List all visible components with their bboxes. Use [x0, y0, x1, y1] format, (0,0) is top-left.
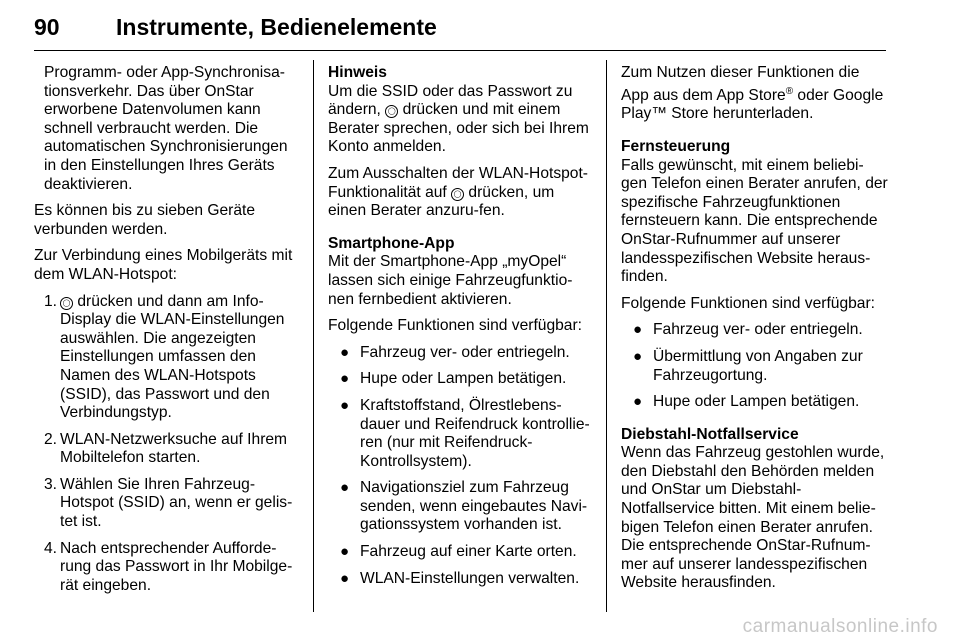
- bullet-icon: ●: [633, 321, 643, 339]
- list-item: [34, 540, 302, 596]
- theft-heading: Diebstahl-Notfallservice: [621, 425, 799, 443]
- step-number: 3.: [44, 475, 58, 493]
- note-text-b: drücken und mit einem Berater sprechen, oder sich bei Ihrem Konto anmelden.: [328, 101, 589, 156]
- bullet-text: WLAN-Einstellungen verwalten.: [360, 569, 580, 587]
- bullet-icon: ●: [633, 347, 643, 365]
- step-text: WLAN-Netzwerksuche auf Ihrem Mobiltelefon starten.: [60, 430, 288, 467]
- app-heading: Smartphone-App: [328, 234, 455, 252]
- list-item: [328, 370, 592, 389]
- bullet-icon: ●: [340, 370, 350, 388]
- onstar-service-icon: ◯: [385, 105, 398, 118]
- bullet-text: Kraftstoffstand, Ölrestlebens-dauer und Reifendruck kontrollie-ren (nur mit Reifendruck-Kontrollsystem).: [360, 396, 590, 470]
- column-3: [621, 64, 889, 601]
- remote-functions-list: [621, 321, 889, 411]
- devices-paragraph: Es können bis zu sieben Geräte verbunden werden.: [34, 202, 256, 238]
- bullet-icon: ●: [340, 343, 350, 361]
- functions-intro: Folgende Funktionen sind verfügbar:: [621, 294, 875, 312]
- bullet-text: Hupe oder Lampen betätigen.: [360, 370, 567, 388]
- list-item: [621, 321, 889, 340]
- connect-intro: Zur Verbindung eines Mobilgeräts mit dem WLAN-Hotspot:: [34, 247, 293, 283]
- column-2: [328, 64, 592, 596]
- bullet-icon: ●: [340, 569, 350, 587]
- app-store-text-b: oder Google Play™ Store herunterladen.: [621, 86, 884, 123]
- list-item: [621, 393, 889, 412]
- app-functions-list: [328, 344, 592, 589]
- connection-steps: [34, 293, 302, 596]
- bullet-icon: ●: [340, 396, 350, 414]
- bullet-text: Fahrzeug ver- oder entriegeln.: [653, 321, 863, 339]
- column-divider-1: [313, 60, 314, 612]
- list-item: [328, 344, 592, 363]
- column-1: [34, 64, 302, 603]
- bullet-text: Übermittlung von Angaben zur Fahrzeugortung.: [653, 347, 863, 384]
- step-text: Wählen Sie Ihren Fahrzeug-Hotspot (SSID) an, wenn er gelis-tet ist.: [60, 475, 293, 531]
- page-number: 90: [34, 14, 60, 40]
- onstar-service-icon: ◯: [451, 188, 464, 201]
- column-divider-2: [606, 60, 607, 612]
- app-paragraph: Mit der Smartphone-App „myOpel“ lassen sich einige Fahrzeugfunktio-nen fernbedient aktivieren.: [328, 253, 573, 308]
- page-header: [34, 10, 886, 51]
- onstar-wifi-icon: ◯: [60, 297, 73, 310]
- app-store-paragraph: [621, 64, 889, 124]
- watermark: carmanualsonline.info: [742, 616, 938, 637]
- note-text-a: Um die SSID oder das Passwort zu ändern,: [328, 82, 573, 119]
- step-number: 1.: [44, 292, 58, 310]
- remote-heading: Fernsteuerung: [621, 137, 731, 155]
- theft-paragraph: Wenn das Fahrzeug gestohlen wurde, den Diebstahl den Behörden melden und OnStar um Diebstahl-Notfallservice bitten. Mit einem belie-bigen Telefon einen Berater anrufen. Die entsprechende OnStar-Rufnum-mer auf unserer landesspezifischen Website herausfinden.: [621, 444, 885, 592]
- remote-paragraph: Falls gewünscht, mit einem beliebi-gen Telefon einen Berater anrufen, der spezifische Fahrzeugfunktionen fernsteuern kann. Die entsprechende OnStar-Rufnummer auf unserer landesspezifischen Website heraus-finden.: [621, 156, 888, 286]
- hotspot-off-paragraph: [328, 165, 592, 221]
- step-number: 2.: [44, 430, 58, 448]
- list-item: [34, 431, 302, 468]
- list-item: [328, 543, 592, 562]
- note-block: [328, 64, 592, 157]
- off-text-b: drücken, um einen Berater anzuru-fen.: [328, 183, 555, 220]
- step-text: Nach entsprechender Aufforde-rung das Passwort in Ihr Mobilge-rät eingeben.: [60, 539, 293, 594]
- functions-intro: Folgende Funktionen sind verfügbar:: [328, 317, 582, 335]
- continued-paragraph: Programm- oder App-Synchronisa-tionsverkehr. Das über OnStar erworbene Datenvolumen kann schnell verbraucht werden. Die automatischen Synchronisierungen in den Einstellungen Ihres Geräts deaktivieren.: [44, 64, 288, 193]
- bullet-icon: ●: [340, 479, 350, 497]
- bullet-text: Navigationsziel zum Fahrzeug senden, wenn eingebautes Navi-gationssystem vorhanden ist.: [360, 479, 588, 534]
- registered-mark: ®: [785, 85, 794, 97]
- list-item: [34, 293, 302, 423]
- list-item: [621, 348, 889, 385]
- bullet-text: Hupe oder Lampen betätigen.: [653, 393, 860, 411]
- off-text-a: Zum Ausschalten der WLAN-Hotspot-Funktionalität auf: [328, 164, 588, 201]
- step-number: 4.: [44, 539, 58, 557]
- bullet-text: Fahrzeug auf einer Karte orten.: [360, 543, 577, 561]
- list-item: [328, 479, 592, 535]
- bullet-text: Fahrzeug ver- oder entriegeln.: [360, 343, 570, 361]
- note-title: Hinweis: [328, 64, 387, 81]
- bullet-icon: ●: [340, 543, 350, 561]
- list-item: [34, 476, 302, 532]
- step-text: drücken und dann am Info-Display die WLAN-Einstellungen auswählen. Die angezeigten Einstellungen umfassen den Namen des WLAN-Hotspots (SSID), das Passwort und den Verbindungstyp.: [60, 292, 285, 422]
- bullet-icon: ●: [633, 393, 643, 411]
- list-item: [328, 397, 592, 471]
- list-item: [328, 570, 592, 589]
- chapter-title: Instrumente, Bedienelemente: [116, 14, 437, 40]
- app-store-text-a: Zum Nutzen dieser Funktionen die App aus dem App Store: [621, 64, 860, 104]
